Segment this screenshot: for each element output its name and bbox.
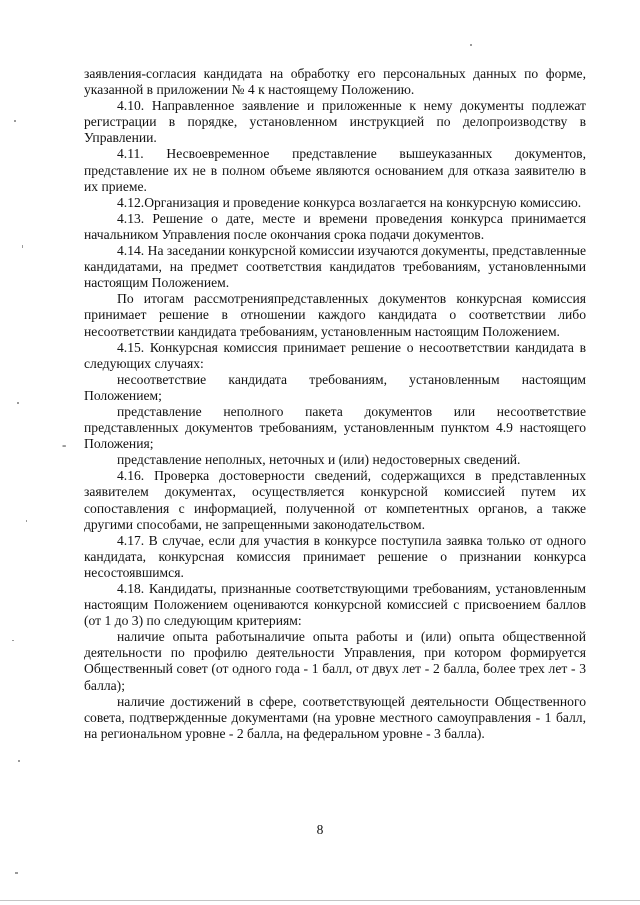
paragraph: 4.11. Несвоевременное представление вышеуказанных документов, представление их не в полном объеме являются основанием для отказа заявителю в их приеме.: [84, 146, 586, 194]
scan-speck: [15, 872, 18, 874]
scan-speck: [22, 245, 23, 248]
scan-edge: [0, 900, 640, 901]
paragraph: По итогам рассмотренияпредставленных документов конкурсная комиссия принимает решение в отношении каждого кандидата о соответствии либо несоответствии кандидата требованиям, установленным настоящим Положением.: [84, 291, 586, 339]
paragraph: наличие опыта работыналичие опыта работы и (или) опыта общественной деятельности по профилю деятельности Управления, при котором формируется Общественный совет (от одного года - 1 балл, от двух лет - 2 балла, более трех лет - 3 балла);: [84, 629, 586, 693]
scan-speck: [470, 44, 472, 46]
paragraph: представление неполных, неточных и (или) недостоверных сведений.: [117, 452, 521, 468]
scan-speck: [12, 640, 14, 641]
paragraph: несоответствие кандидата требованиям, установленным настоящим Положением;: [84, 371, 586, 403]
scan-speck: [18, 760, 20, 762]
body-text: [84, 66, 586, 742]
paragraph: 4.12.Организация и проведение конкурса возлагается на конкурсную комиссию.: [117, 194, 582, 210]
paragraph: 4.10. Направленное заявление и приложенные к нему документы подлежат регистрации в порядке, установленном инструкцией по делопроизводству в Управлении.: [84, 98, 586, 146]
paragraph: 4.13. Решение о дате, месте и времени проведения конкурса принимается начальником Управления после окончания срока подачи документов.: [84, 210, 586, 242]
paragraph: 4.18. Кандидаты, признанные соответствующими требованиям, установленным настоящим Положением оцениваются конкурсной комиссией с присвоением баллов (от 1 до 3) по следующим критериям:: [84, 581, 586, 629]
paragraph: заявления-согласия кандидата на обработку его персональных данных по форме, указанной в приложении № 4 к настоящему Положению.: [84, 66, 586, 98]
paragraph: 4.16. Проверка достоверности сведений, содержащихся в представленных заявителем документах, осуществляется конкурсной комиссией путем их сопоставления с информацией, полученной от компетентных органов, а также другими способами, не запрещенными законодательством.: [84, 468, 586, 532]
scan-speck: [17, 402, 19, 404]
paragraph: 4.14. На заседании конкурсной комиссии изучаются документы, представленные кандидатами, на предмет соответствия кандидатов требованиям, установленными настоящим Положением.: [84, 243, 586, 291]
paragraph: наличие достижений в сфере, соответствующей деятельности Общественного совета, подтвержденные документами (на уровне местного самоуправления - 1 балл, на региональном уровне - 2 балла, на федеральном уровне - 3 балла).: [84, 693, 586, 741]
paragraph: 4.15. Конкурсная комиссия принимает решение о несоответствии кандидата в следующих случаях:: [84, 339, 586, 371]
scan-mark: -: [62, 437, 67, 452]
scan-speck: [26, 520, 27, 522]
paragraph: 4.17. В случае, если для участия в конкурсе поступила заявка только от одного кандидата, конкурсная комиссия принимает решение о признании конкурса несостоявшимся.: [84, 532, 586, 580]
page-number: 8: [316, 822, 324, 837]
scan-speck: [14, 120, 16, 122]
paragraph: представление неполного пакета документов или несоответствие представленных документов требованиям, установленным пунктом 4.9 настоящего Положения;: [84, 403, 586, 452]
